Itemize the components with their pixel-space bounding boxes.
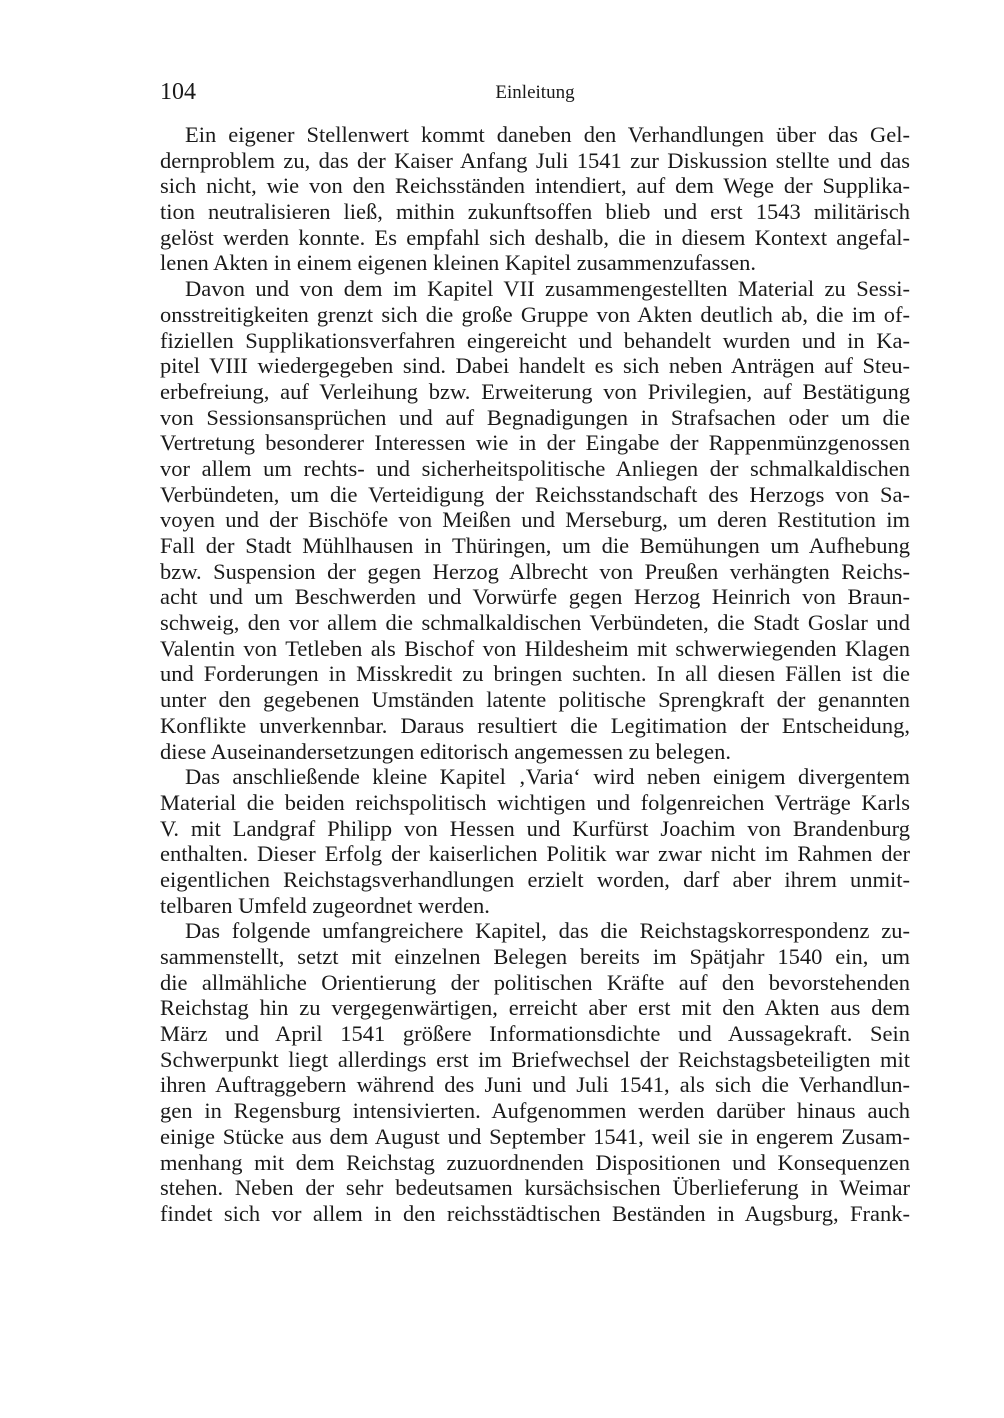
- text-line: Valentin von Tetleben als Bischof von Hildesheim mit schwerwiegenden Klagen: [160, 635, 910, 661]
- text-line: die allmähliche Orientierung der politischen Kräfte auf den bevorstehenden: [160, 969, 910, 995]
- text-line: sich nicht, wie von den Reichsständen intendiert, auf dem Wege der Supplika-: [160, 173, 910, 199]
- text-line: pitel VIII wiedergegeben sind. Dabei handelt es sich neben Anträgen auf Steu-: [160, 353, 910, 379]
- text-line: Verbündeten, um die Verteidigung der Reichsstandschaft des Herzogs von Sa-: [160, 481, 910, 507]
- text-line: onsstreitigkeiten grenzt sich die große Gruppe von Akten deutlich ab, die im of-: [160, 301, 910, 327]
- text-line: diese Auseinandersetzungen editorisch angemessen zu belegen.: [160, 738, 732, 764]
- text-line: einige Stücke aus dem August und September 1541, weil sie in engerem Zusam-: [160, 1123, 910, 1149]
- text-line: gelöst werden konnte. Es empfahl sich deshalb, die in diesem Kontext angefal-: [160, 224, 910, 250]
- text-line: dernproblem zu, das der Kaiser Anfang Juli 1541 zur Diskussion stellte und das: [160, 147, 910, 173]
- text-line: menhang mit dem Reichstag zuzuordnenden Dispositionen und Konsequenzen: [160, 1149, 910, 1175]
- text-line: lenen Akten in einem eigenen kleinen Kapitel zusammenzufassen.: [160, 250, 757, 276]
- text-line: ihren Auftraggebern während des Juni und Juli 1541, als sich die Verhandlun-: [160, 1072, 910, 1098]
- text-line: Vertretung besonderer Interessen wie in der Eingabe der Rappenmünzgenossen: [160, 430, 910, 456]
- text-line: Reichstag hin zu vergegenwärtigen, erreicht aber erst mit den Akten aus dem: [160, 995, 910, 1021]
- text-line: erbefreiung, auf Verleihung bzw. Erweiterung von Privilegien, auf Bestätigung: [160, 378, 910, 404]
- paragraph: [160, 122, 910, 276]
- text-line: Fall der Stadt Mühlhausen in Thüringen, um die Bemühungen um Aufhebung: [160, 533, 910, 558]
- text-line: enthalten. Dieser Erfolg der kaiserlichen Politik war zwar nicht im Rahmen der: [160, 841, 910, 867]
- body-text: [160, 122, 910, 1227]
- text-line: findet sich vor allem in den reichsstädtischen Beständen in Augsburg, Frank-: [160, 1200, 910, 1226]
- text-line: Konflikte unverkennbar. Daraus resultiert die Legitimation der Entscheidung,: [160, 712, 910, 738]
- text-line: Schwerpunkt liegt allerdings erst im Briefwechsel der Reichstagsbeteiligten mit: [160, 1046, 910, 1072]
- text-line: Das folgende umfangreichere Kapitel, das die Reichstagskorrespondenz zu-: [185, 918, 910, 944]
- text-line: eigentlichen Reichstagsverhandlungen erzielt worden, darf aber ihrem unmit-: [160, 866, 910, 892]
- page-number: 104: [160, 79, 196, 105]
- text-line: und Forderungen in Misskredit zu bringen suchten. In all diesen Fällen ist die: [160, 661, 910, 687]
- text-line: Das anschließende kleine Kapitel ‚Varia‘ wird neben einigem divergentem: [185, 764, 910, 790]
- text-line: von Sessionsansprüchen und auf Begnadigungen in Strafsachen oder um die: [160, 404, 910, 430]
- text-line: Material die beiden reichspolitisch wichtigen und folgenreichen Verträge Karls: [160, 789, 910, 815]
- running-head: Einleitung: [495, 82, 575, 103]
- text-line: stehen. Neben der sehr bedeutsamen kursächsischen Überlieferung in Weimar: [160, 1175, 910, 1201]
- text-line: Davon und von dem im Kapitel VII zusammengestellten Material zu Sessi-: [185, 276, 910, 302]
- text-line: vor allem um rechts- und sicherheitspolitische Anliegen der schmalkaldischen: [160, 455, 910, 481]
- text-line: schweig, den vor allem die schmalkaldischen Verbündeten, die Stadt Goslar und: [160, 610, 910, 636]
- text-line: Ein eigener Stellenwert kommt daneben den Verhandlungen über das Gel-: [185, 122, 910, 147]
- text-line: tion neutralisieren ließ, mithin zukunftsoffen blieb und erst 1543 militärisch: [160, 199, 910, 225]
- text-line: fiziellen Supplikationsverfahren eingereicht und behandelt wurden und in Ka-: [160, 327, 910, 353]
- text-line: acht und um Beschwerden und Vorwürfe gegen Herzog Heinrich von Braun-: [160, 584, 910, 610]
- text-line: V. mit Landgraf Philipp von Hessen und Kurfürst Joachim von Brandenburg: [160, 815, 910, 841]
- text-line: gen in Regensburg intensivierten. Aufgenommen werden darüber hinaus auch: [160, 1098, 910, 1124]
- paragraph: [160, 276, 910, 764]
- paragraph: [160, 764, 910, 918]
- paragraph: [160, 918, 910, 1226]
- text-line: März und April 1541 größere Informationsdichte und Aussagekraft. Sein: [160, 1021, 910, 1047]
- text-line: voyen und der Bischöfe von Meißen und Merseburg, um deren Restitution im: [160, 507, 910, 533]
- text-line: unter den gegebenen Umständen latente politische Sprengkraft der genannten: [160, 687, 910, 713]
- text-line: telbaren Umfeld zugeordnet werden.: [160, 892, 490, 918]
- text-line: bzw. Suspension der gegen Herzog Albrecht von Preußen verhängten Reichs-: [160, 558, 910, 584]
- text-line: sammenstellt, setzt mit einzelnen Belegen bereits im Spätjahr 1540 ein, um: [160, 944, 910, 969]
